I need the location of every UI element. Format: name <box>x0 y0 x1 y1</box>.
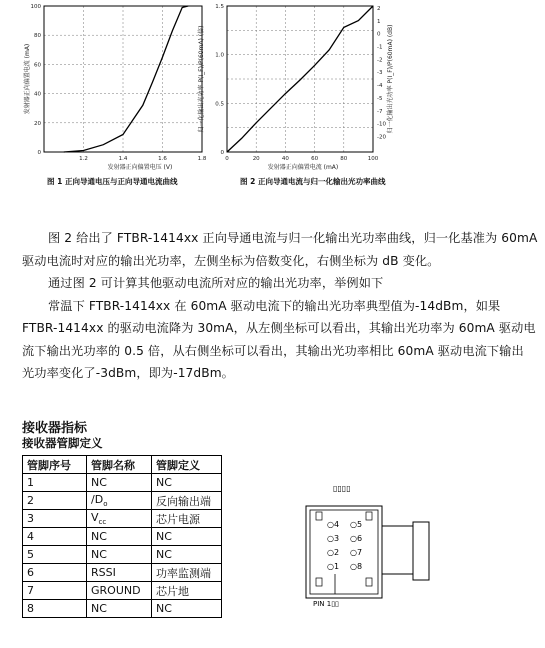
figure1-caption: 图 1 正向导通电压与正向导通电流曲线 <box>47 177 178 186</box>
x-tick-label: 40 <box>281 156 289 162</box>
table-header: 管脚名称 <box>87 456 152 474</box>
receiver-package-diagram <box>305 478 540 613</box>
chart1-grid <box>44 6 202 152</box>
y-tick-label: 20 <box>34 120 41 127</box>
y-right-tick-label: -1 <box>377 44 383 51</box>
chart2-xlabel: 发射器正向偏置电流 (mA) <box>267 164 339 170</box>
cell: 芯片地 <box>152 582 222 600</box>
diagram-top-label: ▯▯▯▯ <box>333 484 351 493</box>
table-row <box>23 528 222 546</box>
x-tick-label: 60 <box>311 156 319 162</box>
cell: NC <box>152 528 222 546</box>
y-tick-label: 1.0 <box>215 52 224 59</box>
x-tick-label: 1.8 <box>197 156 207 162</box>
table-row <box>23 492 222 510</box>
table-row <box>23 546 222 564</box>
pin-label: ○8 <box>350 562 363 571</box>
pin-label: ○4 <box>327 520 340 529</box>
text-line: 光功率变化了-3dBm，即为-17dBm。 <box>22 366 234 380</box>
cell: $/D_o$ <box>87 492 152 510</box>
chart2-ylabel: 归一化输出光功率 P(I_F)/P(60mA) (倍) <box>198 25 205 133</box>
text-line: 通过图 2 可计算其他驱动电流所对应的输出光功率，举例如下 <box>48 276 384 290</box>
cell: GROUND <box>87 582 152 600</box>
y-tick-label: 40 <box>34 91 41 98</box>
pin-label: ○6 <box>350 534 363 543</box>
cell: 芯片电源 <box>152 510 222 528</box>
text-line: 图 2 给出了 FTBR-1414xx 正向导通电流与归一化输出光功率曲线，归一化基准为 60mA <box>48 231 538 245</box>
table-row <box>23 564 222 582</box>
y-tick-label: 0 <box>37 150 41 156</box>
text-line: 流下输出光功率的 0.5 倍，从右侧坐标可以看出，其输出光功率相比 60mA 驱动电流下输出 <box>22 343 524 358</box>
cell: 7 <box>23 582 87 600</box>
chart-forward-voltage-current <box>20 0 210 170</box>
cell: NC <box>152 600 222 618</box>
y-right-tick-label: -7 <box>377 108 383 115</box>
y-tick-label: 1.5 <box>215 4 224 10</box>
cell: 功率监测端 <box>152 564 222 582</box>
table-header: 管脚序号 <box>23 456 87 474</box>
x-tick-label: 0 <box>225 156 229 162</box>
table-row <box>23 582 222 600</box>
fiber-connector <box>382 522 429 580</box>
cell: 1 <box>23 474 87 492</box>
y-right-tick-label: -20 <box>377 134 386 141</box>
cell: RSSI <box>87 564 152 582</box>
cell: 5 <box>23 546 87 564</box>
y-tick-label: 80 <box>34 33 41 40</box>
cell: NC <box>87 600 152 618</box>
text-line: 常温下 FTBR-1414xx 在 60mA 驱动电流下的输出光功率典型值为-14dBm，如果 <box>48 298 501 313</box>
cell: NC <box>152 474 222 492</box>
table-row <box>23 600 222 618</box>
corner-mark <box>316 578 322 586</box>
corner-mark <box>366 578 372 586</box>
pin-label: ○7 <box>350 548 363 557</box>
y-right-tick-label: -4 <box>377 83 383 90</box>
cell: $V_{cc}$ <box>87 510 152 528</box>
table-row <box>23 474 222 492</box>
chart2-ylabel-right: 归一化输出光功率 P(I_F)/P(60mA) (dB) <box>387 24 394 134</box>
figure2-caption: 图 2 正向导通电流与归一化输出光功率曲线 <box>240 177 386 186</box>
chart1-xlabel: 发射器正向偏置电压 (V) <box>107 164 173 170</box>
pin-label: ○5 <box>350 520 363 529</box>
y-tick-label: 60 <box>34 62 41 69</box>
x-tick-label: 1.2 <box>79 156 88 162</box>
paragraph-figure2-desc <box>22 227 538 385</box>
chart1-ylabel: 发射器正向偏置电流 (mA) <box>24 43 31 115</box>
y-right-tick-label: 0 <box>377 31 381 38</box>
chart-current-power <box>196 0 396 170</box>
y-tick-label: 0.5 <box>215 101 224 108</box>
pin1-label: PIN 1▯▯ <box>313 600 339 608</box>
text-line: FTBR-1414xx 的驱动电流降为 30mA，从左侧坐标可以看出，其输出光功率为 60mA 驱动电 <box>22 321 536 335</box>
package-inner <box>310 510 378 594</box>
cell: NC <box>87 528 152 546</box>
y-tick-label: 0 <box>220 150 224 156</box>
section-subtitle: 接收器管脚定义 <box>22 436 103 450</box>
x-tick-label: 1.4 <box>118 156 128 162</box>
y-right-tick-label: 2 <box>377 6 381 12</box>
cell: NC <box>87 546 152 564</box>
x-tick-label: 20 <box>252 156 260 162</box>
cell: 4 <box>23 528 87 546</box>
cell: 8 <box>23 600 87 618</box>
y-right-tick-label: -5 <box>377 95 383 102</box>
y-right-tick-label: 1 <box>377 18 381 25</box>
text-line: 驱动电流时对应的输出光功率，左侧坐标为倍数变化，右侧坐标为 dB 变化。 <box>22 253 440 268</box>
x-tick-label: 100 <box>367 156 379 162</box>
corner-mark <box>366 512 372 520</box>
y-right-tick-label: -3 <box>377 70 383 77</box>
x-tick-label: 80 <box>340 156 348 162</box>
cell: NC <box>87 474 152 492</box>
pin-label: ○1 <box>327 562 340 571</box>
pin-label: ○3 <box>327 534 340 543</box>
section-title: 接收器指标 <box>22 421 88 436</box>
corner-mark <box>316 512 322 520</box>
pin-label: ○2 <box>327 548 340 557</box>
cell: 3 <box>23 510 87 528</box>
x-tick-label: 1.6 <box>158 156 167 162</box>
chart1-series-line <box>64 6 188 152</box>
y-right-tick-label: -10 <box>377 121 386 128</box>
y-tick-label: 100 <box>30 4 41 10</box>
cell: 2 <box>23 492 87 510</box>
table-row <box>23 510 222 528</box>
pin-definition-table <box>22 455 222 618</box>
cell: 反向输出端 <box>152 492 222 510</box>
table-header: 管脚定义 <box>152 456 222 474</box>
cell: NC <box>152 546 222 564</box>
table-header-row <box>23 456 222 474</box>
y-right-tick-label: -2 <box>377 57 383 64</box>
cell: 6 <box>23 564 87 582</box>
